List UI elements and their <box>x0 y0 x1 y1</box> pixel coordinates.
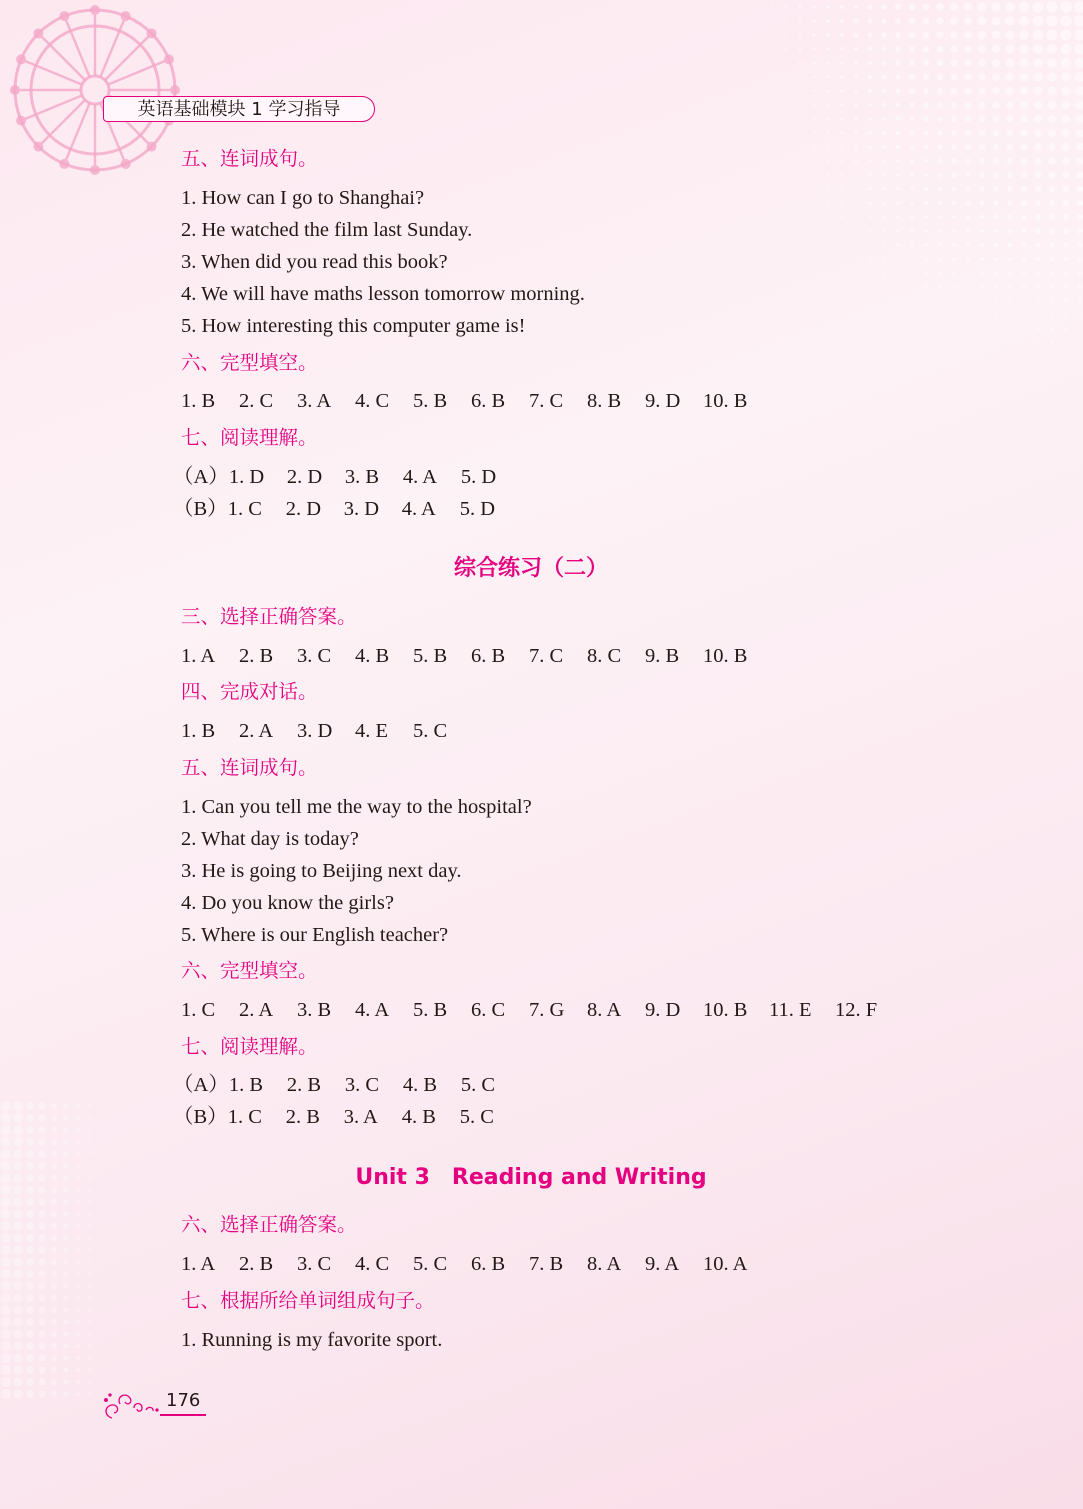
answer-item: 6. B <box>471 390 506 412</box>
exercise-title: 综合练习（二） <box>453 556 608 581</box>
answer-sentence: 2. He watched the film last Sunday. <box>181 219 473 241</box>
answer-item: 8. B <box>587 390 622 412</box>
answer-sentence: 3. He is going to Beijing next day. <box>181 860 462 882</box>
answer-item: 3. B <box>344 466 379 488</box>
answer-sentence: 1. Can you tell me the way to the hospital? <box>181 796 532 818</box>
section-heading: 七、阅读理解。 <box>181 1035 318 1058</box>
answer-item: 7. B <box>529 1253 564 1275</box>
section-heading: 七、根据所给单词组成句子。 <box>181 1289 435 1312</box>
answer-item: 5. B <box>413 390 448 412</box>
section-heading: 六、选择正确答案。 <box>181 1213 357 1236</box>
answer-item: 3. B <box>297 999 332 1021</box>
answer-item: 3. C <box>344 1074 379 1096</box>
answer-item: 1. C <box>227 1106 262 1128</box>
answer-item: 7. C <box>529 645 564 667</box>
answer-item: 1. C <box>227 498 262 520</box>
answer-sentence: 5. How interesting this computer game is! <box>181 315 526 337</box>
answer-sentence: 3. When did you read this book? <box>181 251 448 273</box>
answer-item: 2. D <box>286 466 323 488</box>
answer-item: 5. C <box>460 1074 495 1096</box>
answer-item: 9. B <box>645 645 680 667</box>
answer-item: 3. A <box>297 390 332 412</box>
answer-item: 3. D <box>343 498 379 520</box>
answer-row <box>173 496 518 522</box>
answer-item: 1. B <box>181 720 216 742</box>
answer-item: 11. E <box>769 999 812 1021</box>
section-heading: 五、连词成句。 <box>181 147 318 170</box>
answer-item: 5. D <box>459 498 495 520</box>
answer-item: 4. B <box>402 1074 437 1096</box>
answer-item: 5. D <box>460 466 497 488</box>
answer-row <box>181 643 769 669</box>
answer-item: 4. A <box>401 498 436 520</box>
answer-item: 4. C <box>355 1253 390 1275</box>
halftone-dots-decoration <box>723 0 1083 420</box>
answer-item: 10. A <box>703 1253 748 1275</box>
answer-item: 9. D <box>645 390 681 412</box>
answer-item: 6. B <box>471 1253 506 1275</box>
answer-item: 6. B <box>471 645 506 667</box>
page-number-underline <box>160 1414 206 1416</box>
answer-item: 5. C <box>413 1253 448 1275</box>
answer-item: 12. F <box>835 999 878 1021</box>
answer-row <box>181 718 471 744</box>
answer-item: 2. A <box>239 999 274 1021</box>
answer-item: 3. A <box>343 1106 378 1128</box>
exercise-title: Unit 3 Reading and Writing <box>355 1165 707 1190</box>
answer-item: 10. B <box>703 390 748 412</box>
answer-item: 4. A <box>355 999 390 1021</box>
answer-item: 2. B <box>239 1253 274 1275</box>
answer-row <box>173 1104 518 1130</box>
answer-group-label: （A） <box>173 466 229 488</box>
answer-item: 5. B <box>413 645 448 667</box>
answer-item: 9. D <box>645 999 681 1021</box>
answer-item: 4. B <box>401 1106 436 1128</box>
answer-item: 4. B <box>355 645 390 667</box>
answer-sentence: 4. We will have maths lesson tomorrow morning. <box>181 283 585 305</box>
page-number: 176 <box>166 1390 201 1411</box>
halftone-dots-left-decoration <box>0 1100 120 1400</box>
answer-item: 2. B <box>285 1106 320 1128</box>
answer-row <box>173 1072 519 1098</box>
answer-group-label: （A） <box>173 1074 229 1096</box>
answer-item: 3. C <box>297 1253 332 1275</box>
answer-item: 1. B <box>228 1074 263 1096</box>
answer-sentence: 4. Do you know the girls? <box>181 892 394 914</box>
answer-item: 4. A <box>402 466 437 488</box>
answer-group-label: （B） <box>173 498 228 520</box>
swirl-ornament-icon <box>100 1388 162 1424</box>
answer-sentence: 2. What day is today? <box>181 828 359 850</box>
answer-item: 5. C <box>459 1106 494 1128</box>
answer-item: 1. C <box>181 999 216 1021</box>
answer-item: 9. A <box>645 1253 680 1275</box>
answer-row <box>181 388 769 414</box>
section-heading: 七、阅读理解。 <box>181 426 318 449</box>
answer-item: 1. A <box>181 645 216 667</box>
answer-item: 4. E <box>355 720 389 742</box>
book-title-badge: 英语基础模块 1 学习指导 <box>103 96 375 122</box>
answer-item: 7. G <box>529 999 565 1021</box>
section-heading: 三、选择正确答案。 <box>181 605 357 628</box>
answer-sentence: 1. How can I go to Shanghai? <box>181 187 425 209</box>
answer-item: 8. A <box>587 1253 622 1275</box>
answer-group-label: （B） <box>173 1106 228 1128</box>
answer-item: 8. A <box>587 999 622 1021</box>
answer-item: 5. C <box>413 720 448 742</box>
answer-item: 10. B <box>703 999 748 1021</box>
answer-item: 1. A <box>181 1253 216 1275</box>
answer-item: 2. B <box>286 1074 321 1096</box>
section-heading: 六、完型填空。 <box>181 351 318 374</box>
answer-item: 8. C <box>587 645 622 667</box>
answer-item: 6. C <box>471 999 506 1021</box>
answer-item: 7. C <box>529 390 564 412</box>
answer-row <box>181 997 901 1023</box>
section-heading: 四、完成对话。 <box>181 680 318 703</box>
answer-item: 3. C <box>297 645 332 667</box>
answer-sentence: 1. Running is my favorite sport. <box>181 1329 443 1351</box>
answer-item: 2. C <box>239 390 274 412</box>
answer-item: 3. D <box>297 720 333 742</box>
answer-item: 5. B <box>413 999 448 1021</box>
section-heading: 六、完型填空。 <box>181 959 318 982</box>
answer-item: 10. B <box>703 645 748 667</box>
answer-item: 2. B <box>239 645 274 667</box>
answer-item: 1. D <box>228 466 265 488</box>
answer-item: 4. C <box>355 390 390 412</box>
answer-item: 1. B <box>181 390 216 412</box>
answer-row <box>173 464 519 490</box>
answer-item: 2. D <box>285 498 321 520</box>
answer-row <box>181 1251 769 1277</box>
answer-sentence: 5. Where is our English teacher? <box>181 924 449 946</box>
answer-item: 2. A <box>239 720 274 742</box>
section-heading: 五、连词成句。 <box>181 756 318 779</box>
